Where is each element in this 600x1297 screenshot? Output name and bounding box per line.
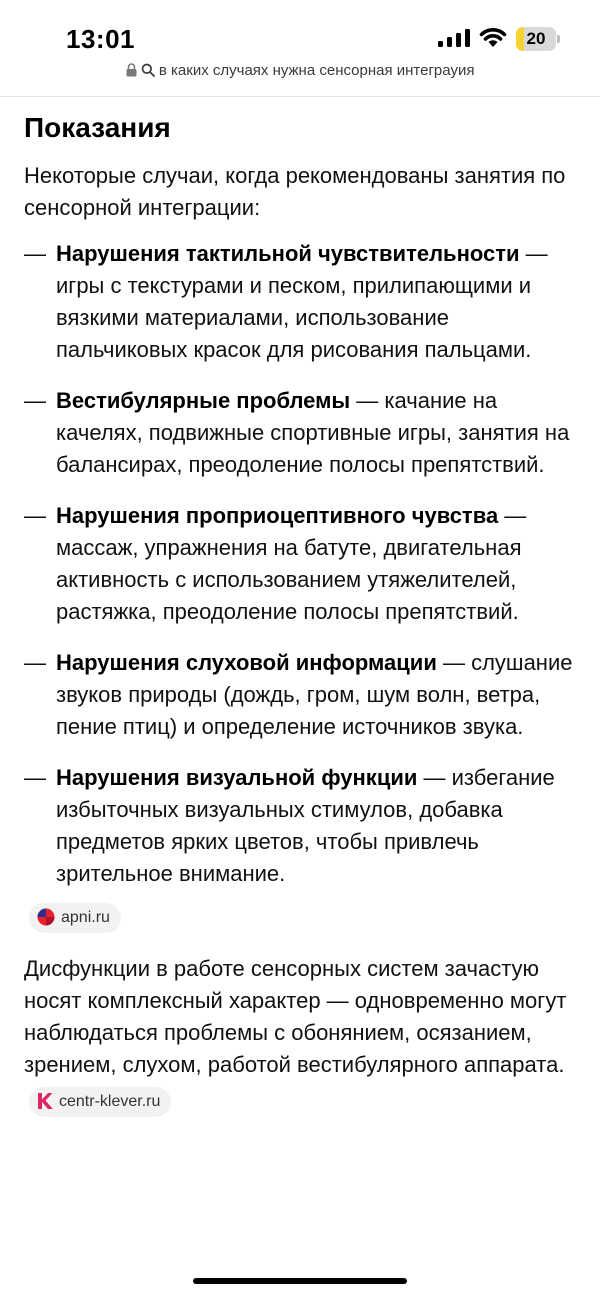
- source-link-apni[interactable]: [29, 903, 121, 933]
- list-dash: —: [24, 241, 46, 266]
- list-item-title: Нарушения слуховой информации: [56, 650, 437, 675]
- list-dash: —: [24, 388, 46, 413]
- paragraph-text: Дисфункции в работе сенсорных систем зачастую носят комплексный характер — одновременно могут наблюдаться проблемы с обонянием, осязанием, зрением, слухом, работой вестибулярного аппарата.: [24, 956, 567, 1077]
- list-item: [24, 762, 580, 890]
- address-bar-query: в каких случаях нужна сенсорная интеграуия: [158, 62, 475, 79]
- source-label: centr-klever.ru: [59, 1093, 161, 1110]
- list-dash: —: [24, 503, 46, 528]
- source-label: apni.ru: [61, 909, 110, 926]
- list-item-text: — слушание звуков природы (дождь, гром, шум волн, ветра, пение птиц) и определение источников звука.: [56, 650, 573, 739]
- search-icon: [141, 63, 155, 77]
- list-item-text: — игры с текстурами и песком, прилипающими и вязкими материалами, использование пальчиковых красок для рисования пальцами.: [56, 241, 548, 362]
- source-link-centr-klever[interactable]: [29, 1087, 171, 1117]
- list-item-title: Нарушения проприоцептивного чувства: [56, 503, 499, 528]
- list-item: [24, 385, 580, 481]
- list-item-text: — качание на качелях, подвижные спортивные игры, занятия на балансирах, преодоление полосы препятствий.: [56, 388, 570, 477]
- list-item-text: — массаж, упражнения на батуте, двигательная активность с использованием утяжелителей, растяжка, преодоление полосы препятствий.: [56, 503, 527, 624]
- battery-level: 20: [526, 29, 546, 48]
- section-heading: Показания: [24, 112, 171, 143]
- intro-text: Некоторые случаи, когда рекомендованы занятия по сенсорной интеграции:: [24, 163, 566, 220]
- battery-icon: [516, 27, 560, 51]
- indications-list: [24, 238, 580, 890]
- list-item: [24, 647, 580, 743]
- list-dash: —: [24, 765, 46, 790]
- address-bar[interactable]: [0, 62, 600, 88]
- status-time: 13:01: [66, 24, 135, 54]
- wifi-icon: [479, 27, 507, 49]
- list-item-title: Нарушения визуальной функции: [56, 765, 418, 790]
- home-indicator[interactable]: [193, 1278, 407, 1284]
- header-divider: [0, 96, 600, 97]
- lock-icon: [126, 63, 137, 77]
- signal-icon: [438, 29, 470, 47]
- list-item-title: Нарушения тактильной чувствительности: [56, 241, 520, 266]
- apni-logo-icon: [37, 908, 55, 926]
- list-item: [24, 238, 580, 366]
- klever-logo-icon: [37, 1092, 53, 1110]
- status-bar: [0, 0, 600, 64]
- list-item: [24, 500, 580, 628]
- list-dash: —: [24, 650, 46, 675]
- list-item-title: Вестибулярные проблемы: [56, 388, 351, 413]
- list-item-text: — избегание избыточных визуальных стимулов, добавка предметов ярких цветов, чтобы привлечь зрительное внимание.: [56, 765, 555, 886]
- article: [24, 108, 580, 1117]
